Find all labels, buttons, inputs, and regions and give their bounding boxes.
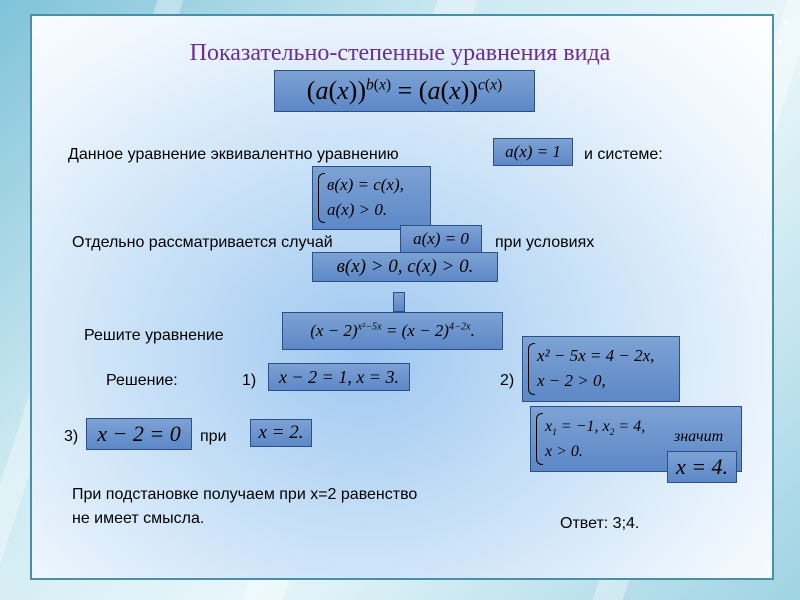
small-marker-box xyxy=(393,292,405,312)
step-3-when: при xyxy=(200,428,227,445)
answer-text: Ответ: 3;4. xyxy=(560,515,640,532)
step-1-formula: x − 2 = 1, x = 3. xyxy=(268,363,410,391)
solve-formula: $(x - 2)^{x^2-5x} = (x - 2)^{4-2x}$. xyxy=(282,312,503,350)
system-1-line-2: a(x) > 0. xyxy=(327,200,388,219)
conditions-text: при условиях xyxy=(495,234,595,251)
slide-title: Показательно-степенные уравнения вида xyxy=(189,40,611,66)
step-3-formula: x − 2 = 0 xyxy=(86,418,192,450)
step-1-label: 1) xyxy=(242,372,257,389)
separate-case-text: Отдельно рассматривается случай xyxy=(72,234,333,251)
system-2-line-2: x − 2 > 0, xyxy=(537,371,606,390)
equivalence-text: Данное уравнение эквивалентно уравнению xyxy=(68,146,399,163)
formula-a-equals-1: a(x) = 1 xyxy=(493,138,573,166)
step-3-result: x = 2. xyxy=(250,419,312,447)
decor-dot xyxy=(784,20,788,24)
main-formula: $(a(x))^{b(x)} = (a(x))^{c(x)}$ xyxy=(274,70,535,112)
formula-a-equals-0: a(x) = 0 xyxy=(400,225,482,253)
system-2 xyxy=(522,336,680,402)
formula-conditions: в(x) > 0, c(x) > 0. xyxy=(312,252,498,282)
znachit-text: значит xyxy=(674,428,724,445)
note-line-2: не имеет смысла. xyxy=(72,510,205,527)
system-2-line-1: x² − 5x = 4 − 2x, xyxy=(537,346,655,366)
step-3-label: 3) xyxy=(64,428,79,445)
system-1-line-1: в(x) = c(x), xyxy=(327,175,404,195)
solve-label: Решите уравнение xyxy=(84,327,224,344)
solution-label: Решение: xyxy=(106,372,178,389)
system-3-line-2: x > 0. xyxy=(545,442,583,460)
note-line-1: При подстановке получаем при x=2 равенство xyxy=(72,486,418,503)
system-text: и системе: xyxy=(584,146,663,163)
final-x-formula: x = 4. xyxy=(667,451,737,483)
system-3-line-1: $x_1 = -1$, $x_2 = 4$, xyxy=(545,417,646,439)
system-1 xyxy=(312,166,431,230)
step-2-label: 2) xyxy=(500,372,515,389)
